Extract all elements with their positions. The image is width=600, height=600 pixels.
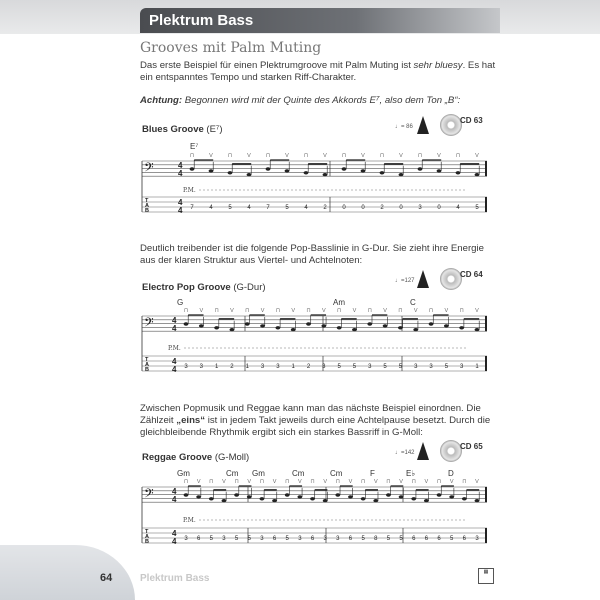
note-head [245,322,250,325]
tab-number: 6 [424,536,429,542]
tab-number: 5 [398,364,403,370]
chord-symbol: G [177,298,184,307]
pick-direction: ⊓ [227,153,233,159]
note-head [413,328,418,331]
time-signature: 4 [172,316,177,325]
note-head [184,322,189,325]
note-head [386,493,391,496]
page-number: 64 [100,572,113,584]
palm-muting-label: P.M. [183,517,196,524]
pick-direction: ⊓ [398,308,403,314]
note-head [424,499,429,502]
tab-number: 3 [429,364,433,370]
title: Blues Groove [142,124,204,135]
time-signature: 4 [178,198,183,207]
pick-direction: V [361,153,365,159]
pick-direction: ⊓ [234,479,239,485]
note-head [291,328,296,331]
pick-direction: V [449,479,454,485]
pick-direction: ⊓ [411,479,416,485]
tab-number: 6 [348,536,353,542]
note-head [462,497,467,500]
title: Electro Pop Groove [142,282,231,293]
tab-number: 0 [342,205,346,211]
tab-clef: A [145,362,149,368]
time-signature: 4 [172,365,177,374]
emphasis: sehr bluesy [413,60,463,71]
note-head [449,495,454,498]
tab-number: 5 [352,364,357,370]
note-head [348,495,353,498]
tab-clef: B [145,539,149,545]
note-head [411,497,416,500]
tab-number: 5 [285,205,289,211]
note-head [323,499,328,502]
tab-number: 3 [322,364,326,370]
chord-symbol: Cm [330,469,343,478]
tab-clef: A [145,203,149,209]
note-head [230,328,235,331]
cd-track: CD 65 [460,442,483,451]
bass-clef-icon: 𝄢 [144,486,154,504]
tempo: ♩= 86 [395,124,413,130]
pick-direction: V [475,479,479,485]
note-head [247,495,252,498]
pick-direction: V [383,308,387,314]
tab-clef: T [145,529,149,535]
tab-clef: B [145,208,149,214]
note-head [272,499,277,502]
final-barline [485,356,487,371]
pick-direction: ⊓ [337,308,342,314]
section-title: Grooves mit Palm Muting [140,40,322,56]
note-head [247,173,252,176]
key: (E⁷) [203,124,223,135]
tab-number: 5 [247,536,251,542]
tempo: ♩=127 [395,278,415,284]
tab-number: 2 [306,364,311,370]
tab-number: 6 [412,536,416,542]
palm-muting-label: P.M. [168,345,181,352]
time-signature: 4 [172,357,177,366]
pick-direction: V [199,308,204,314]
note-head [380,171,385,174]
tab-number: 3 [184,536,188,542]
emphasis: „eins“ [176,415,206,426]
tab-number: 2 [380,205,384,211]
note-head [275,326,280,329]
note-head [383,324,388,327]
paragraph-2: Deutlich treibender ist die folgende Pop-Basslinie in G-Dur. Sie zieht ihre Energie aus der klaren Struktur aus Viertel- und Achtelnoten: [140,243,484,266]
pick-direction: V [247,479,252,485]
note-head [361,169,366,172]
note-head [429,322,434,325]
tab-clef: T [145,357,149,363]
pick-direction: ⊓ [259,479,265,485]
tab-number: 3 [336,536,340,542]
note-head [285,493,290,496]
pick-direction: ⊓ [189,153,195,159]
text: Zwischen Popmusik und Reggae kann man das nächste Beispiel einordnen. Die Zählzeit [140,403,481,426]
final-barline [485,316,487,331]
chord-symbol: Cm [292,469,305,478]
note-head [222,499,227,502]
tab-number: 4 [209,205,213,211]
pick-direction: V [322,308,326,314]
pick-direction: V [424,479,429,485]
chord-symbol: Cm [226,469,239,478]
tab-number: 5 [234,536,239,542]
text: Das erste Beispiel für einen Plektrumgroove mit Palm Muting ist [140,60,414,71]
pick-direction: ⊓ [417,153,423,159]
achtung-label: Achtung: [140,95,183,106]
final-barline [485,197,487,212]
tab-number: 1 [214,364,219,370]
pick-direction: V [437,153,441,159]
tab-number: 5 [383,364,387,370]
bass-clef-icon: 𝄢 [144,160,154,178]
pick-direction: ⊓ [360,479,366,485]
chord-symbol: E♭ [406,469,416,478]
tab-number: 3 [475,536,479,542]
final-barline [485,161,487,176]
pick-direction: V [260,308,265,314]
pick-direction: V [475,308,479,314]
tab-number: 5 [386,536,391,542]
note-head [214,326,219,329]
tab-number: 5 [337,364,341,370]
time-signature: 4 [172,537,177,546]
pick-direction: ⊓ [386,479,391,485]
pick-direction: V [348,479,353,485]
note-head [306,322,311,325]
note-head [475,173,480,176]
tab-number: 3 [222,536,226,542]
note-head [209,169,214,172]
text: Begonnen wird mit der Quinte des Akkords E⁷, also dem Ton „B“: [182,95,461,106]
text: ist in jedem Takt jeweils durch eine Achtelpause besetzt. Durch die gleichbleibende Rhythmik ergibt sich ein starkes Bassriff in G-Moll: [140,415,491,438]
pick-direction: V [323,479,328,485]
note-head [418,167,423,170]
tab-number: 8 [374,536,378,542]
pick-direction: V [352,308,357,314]
tab-number: 3 [260,536,264,542]
final-barline [485,487,487,502]
title: Reggae Groove [142,452,213,463]
note-head [475,328,480,331]
tab-number: 3 [260,364,265,370]
time-signature: 4 [178,169,183,178]
note-head [190,167,195,170]
cd-track: CD 63 [460,116,483,125]
pick-direction: ⊓ [265,153,271,159]
pick-direction: ⊓ [455,153,461,159]
chord-symbol: D [448,469,454,478]
footer-title: Plektrum Bass [140,573,210,584]
pick-direction: V [222,479,226,485]
pick-direction: V [399,153,403,159]
chord-symbol: E⁷ [190,142,199,151]
note-head [352,328,357,331]
pick-direction: V [475,153,479,159]
tab-number: 6 [462,536,467,542]
note-head [398,326,403,329]
note-head [228,171,233,174]
tab-number: 7 [266,205,270,211]
chord-symbol: Am [333,298,345,307]
note-head [399,173,404,176]
pick-direction: V [373,479,378,485]
key: (G-Dur) [230,282,266,293]
pick-direction: ⊓ [367,308,372,314]
tab-number: 4 [247,205,251,211]
key: (G-Moll) [212,452,250,463]
pick-direction: ⊓ [209,479,214,485]
pick-direction: V [285,153,289,159]
pick-direction: ⊓ [245,308,250,314]
note-head [475,499,480,502]
note-head [196,495,201,498]
time-signature: 4 [172,324,177,333]
note-head [184,493,189,496]
tab-number: 4 [456,205,460,211]
tab-number: 6 [196,536,201,542]
pick-direction: ⊓ [341,153,347,159]
note-head [285,169,290,172]
note-head [260,497,265,500]
publisher-logo: ▦ [478,568,494,584]
tab-number: 3 [199,364,203,370]
tab-number: 0 [399,205,403,211]
tab-clef: B [145,367,149,373]
tab-number: 3 [460,364,464,370]
tab-number: 1 [291,364,295,370]
tab-number: 0 [437,205,441,211]
pick-direction: V [291,308,296,314]
chapter-title: Plektrum Bass [149,12,254,29]
note-head [266,167,271,170]
tab-number: 5 [361,536,365,542]
note-head [342,167,347,170]
pick-direction: V [247,153,251,159]
pick-direction: V [196,479,201,485]
note-head [437,169,442,172]
pick-direction: ⊓ [214,308,219,314]
tab-number: 5 [399,536,403,542]
tab-number: 6 [272,536,277,542]
pick-direction: ⊓ [285,479,290,485]
chord-symbol: Gm [177,469,190,478]
note-head [335,493,340,496]
pick-direction: V [323,153,327,159]
tab-number: 3 [276,364,280,370]
time-signature: 4 [178,206,183,215]
pick-direction: V [413,308,418,314]
note-head [323,173,328,176]
pick-direction: ⊓ [428,308,434,314]
pick-direction: ⊓ [436,479,442,485]
tab-number: 3 [368,364,372,370]
note-head [310,497,315,500]
note-head [234,493,239,496]
palm-muting-label: P.M. [183,187,196,194]
pick-direction: V [298,479,302,485]
bass-clef-icon: 𝄢 [144,315,154,333]
time-signature: 4 [172,487,177,496]
pick-direction: V [399,479,403,485]
tab-number: 3 [298,536,302,542]
pick-direction: ⊓ [306,308,311,314]
tab-number: 6 [310,536,315,542]
pick-direction: V [444,308,449,314]
pick-direction: ⊓ [275,308,281,314]
note-head [199,324,204,327]
pick-direction: ⊓ [183,308,189,314]
pick-direction: ⊓ [462,479,467,485]
note-head [297,495,302,498]
tab-number: 5 [285,536,289,542]
chord-symbol: C [410,298,416,307]
tab-clef: A [145,534,149,540]
chord-symbol: Gm [252,469,265,478]
note-head [459,326,464,329]
time-signature: 4 [178,161,183,170]
tab-number: 3 [323,536,327,542]
tab-number: 2 [323,205,327,211]
tab-number: 5 [475,205,479,211]
note-head [367,322,372,325]
tempo: ♩=142 [395,450,415,456]
pick-direction: V [209,153,213,159]
pick-direction: V [272,479,277,485]
tab-clef: T [145,198,149,204]
tab-number: 5 [450,536,454,542]
note-head [361,497,366,500]
pick-direction: ⊓ [335,479,340,485]
tab-number: 7 [190,205,194,211]
cd-track: CD 64 [460,270,483,279]
tab-number: 1 [475,364,479,370]
tab-number: 4 [304,205,308,211]
note-head [209,497,214,500]
note-head [337,326,342,329]
tab-number: 0 [361,205,365,211]
note-head [444,324,449,327]
tab-number: 6 [437,536,441,542]
note-head [437,493,442,496]
tab-number: 5 [444,364,449,370]
pick-direction: ⊓ [459,308,464,314]
note-head [456,171,461,174]
pick-direction: ⊓ [310,479,315,485]
pick-direction: ⊓ [183,479,189,485]
tab-number: 3 [418,205,422,211]
tab-number: 5 [228,205,232,211]
note-head [304,171,309,174]
note-head [373,499,378,502]
note-head [260,324,265,327]
note-head [321,324,326,327]
tab-number: 2 [230,364,234,370]
tab-number: 5 [209,536,213,542]
text: . Es hat ein entspanntes Tempo und starken Riff-Charakter. [140,60,496,83]
tab-number: 3 [414,364,418,370]
note-head [399,495,404,498]
tab-number: 3 [184,364,188,370]
final-barline [485,528,487,543]
time-signature: 4 [172,529,177,538]
pick-direction: ⊓ [303,153,309,159]
tab-number: 1 [245,364,249,370]
time-signature: 4 [172,495,177,504]
pick-direction: ⊓ [379,153,385,159]
chord-symbol: F [370,469,375,478]
pick-direction: V [230,308,234,314]
